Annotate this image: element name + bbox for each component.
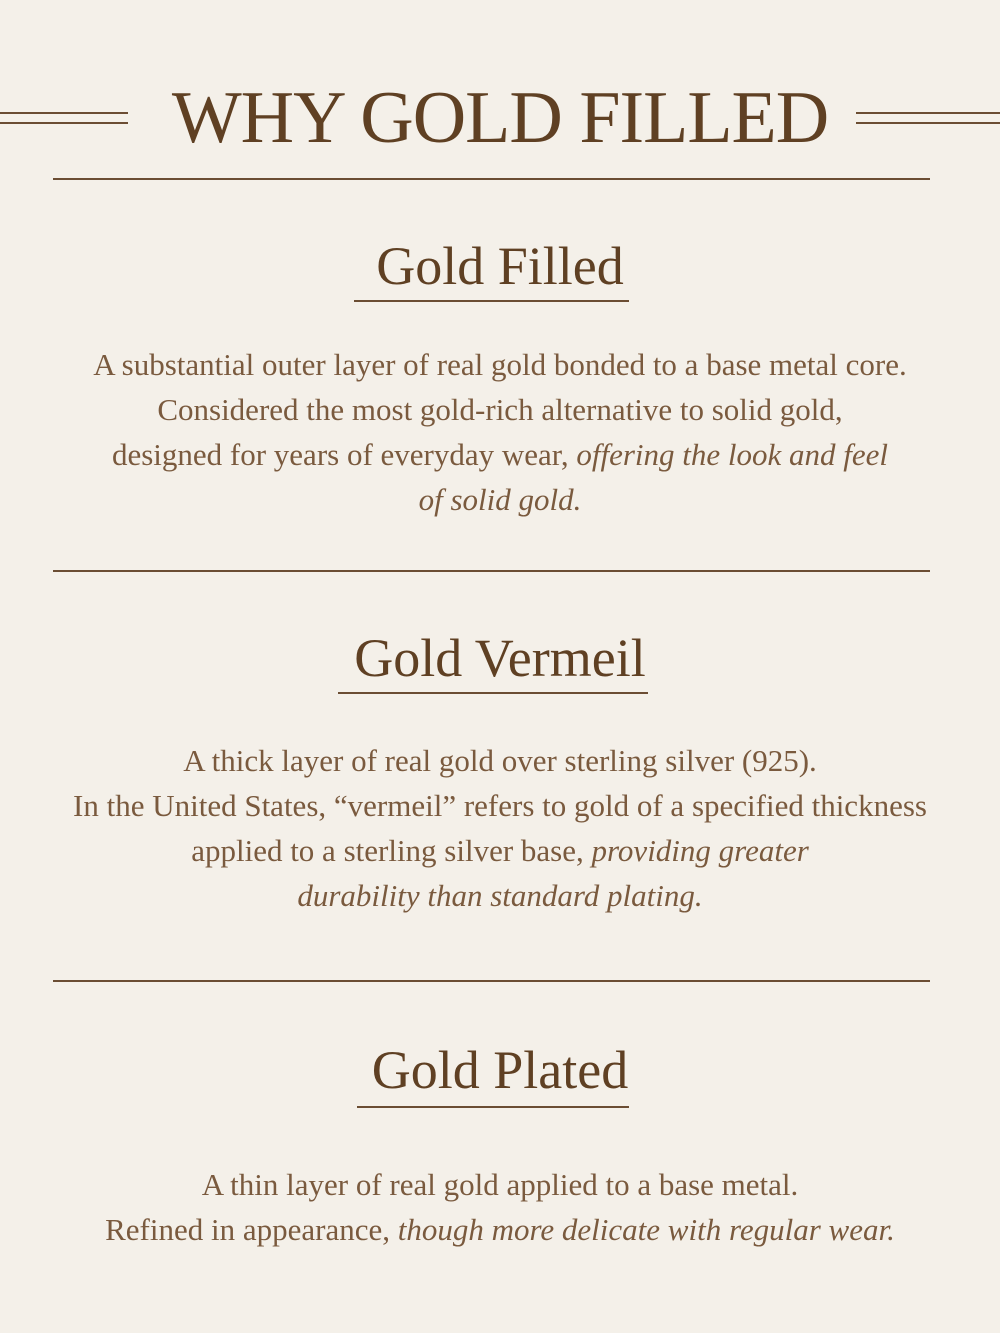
body-line: A thin layer of real gold applied to a base metal. bbox=[201, 1167, 799, 1202]
title-double-rule-left bbox=[0, 112, 128, 124]
body-line: A thick layer of real gold over sterling silver (925). bbox=[183, 743, 817, 778]
body-line: Considered the most gold-rich alternative to solid gold, bbox=[157, 392, 843, 427]
body-line: applied to a sterling silver base, providing greater bbox=[191, 833, 809, 868]
divider-2 bbox=[53, 980, 930, 982]
body-line: A substantial outer layer of real gold bonded to a base metal core. bbox=[93, 347, 907, 382]
body-line: In the United States, “vermeil” refers to gold of a specified thickness bbox=[73, 788, 927, 823]
body-line: durability than standard plating. bbox=[297, 878, 703, 913]
section-body-gold-filled bbox=[0, 342, 1000, 522]
heading-underline-gold-filled bbox=[354, 300, 629, 302]
heading-underline-gold-plated bbox=[357, 1106, 629, 1108]
section-heading-gold-plated: Gold Plated bbox=[371, 1040, 629, 1100]
body-line: of solid gold. bbox=[418, 482, 582, 517]
section-heading-gold-filled: Gold Filled bbox=[376, 236, 624, 296]
section-body-gold-plated bbox=[0, 1162, 1000, 1252]
page-title: WHY GOLD FILLED bbox=[171, 77, 829, 159]
body-line: Refined in appearance, though more delicate with regular wear. bbox=[105, 1212, 895, 1247]
section-heading-gold-vermeil: Gold Vermeil bbox=[354, 628, 646, 688]
heading-underline-gold-vermeil bbox=[338, 692, 648, 694]
divider-1 bbox=[53, 570, 930, 572]
divider-top bbox=[53, 178, 930, 180]
title-double-rule-right bbox=[856, 112, 1000, 124]
body-line: designed for years of everyday wear, offering the look and feel bbox=[111, 437, 889, 472]
title-row bbox=[0, 78, 1000, 158]
section-body-gold-vermeil bbox=[0, 738, 1000, 918]
